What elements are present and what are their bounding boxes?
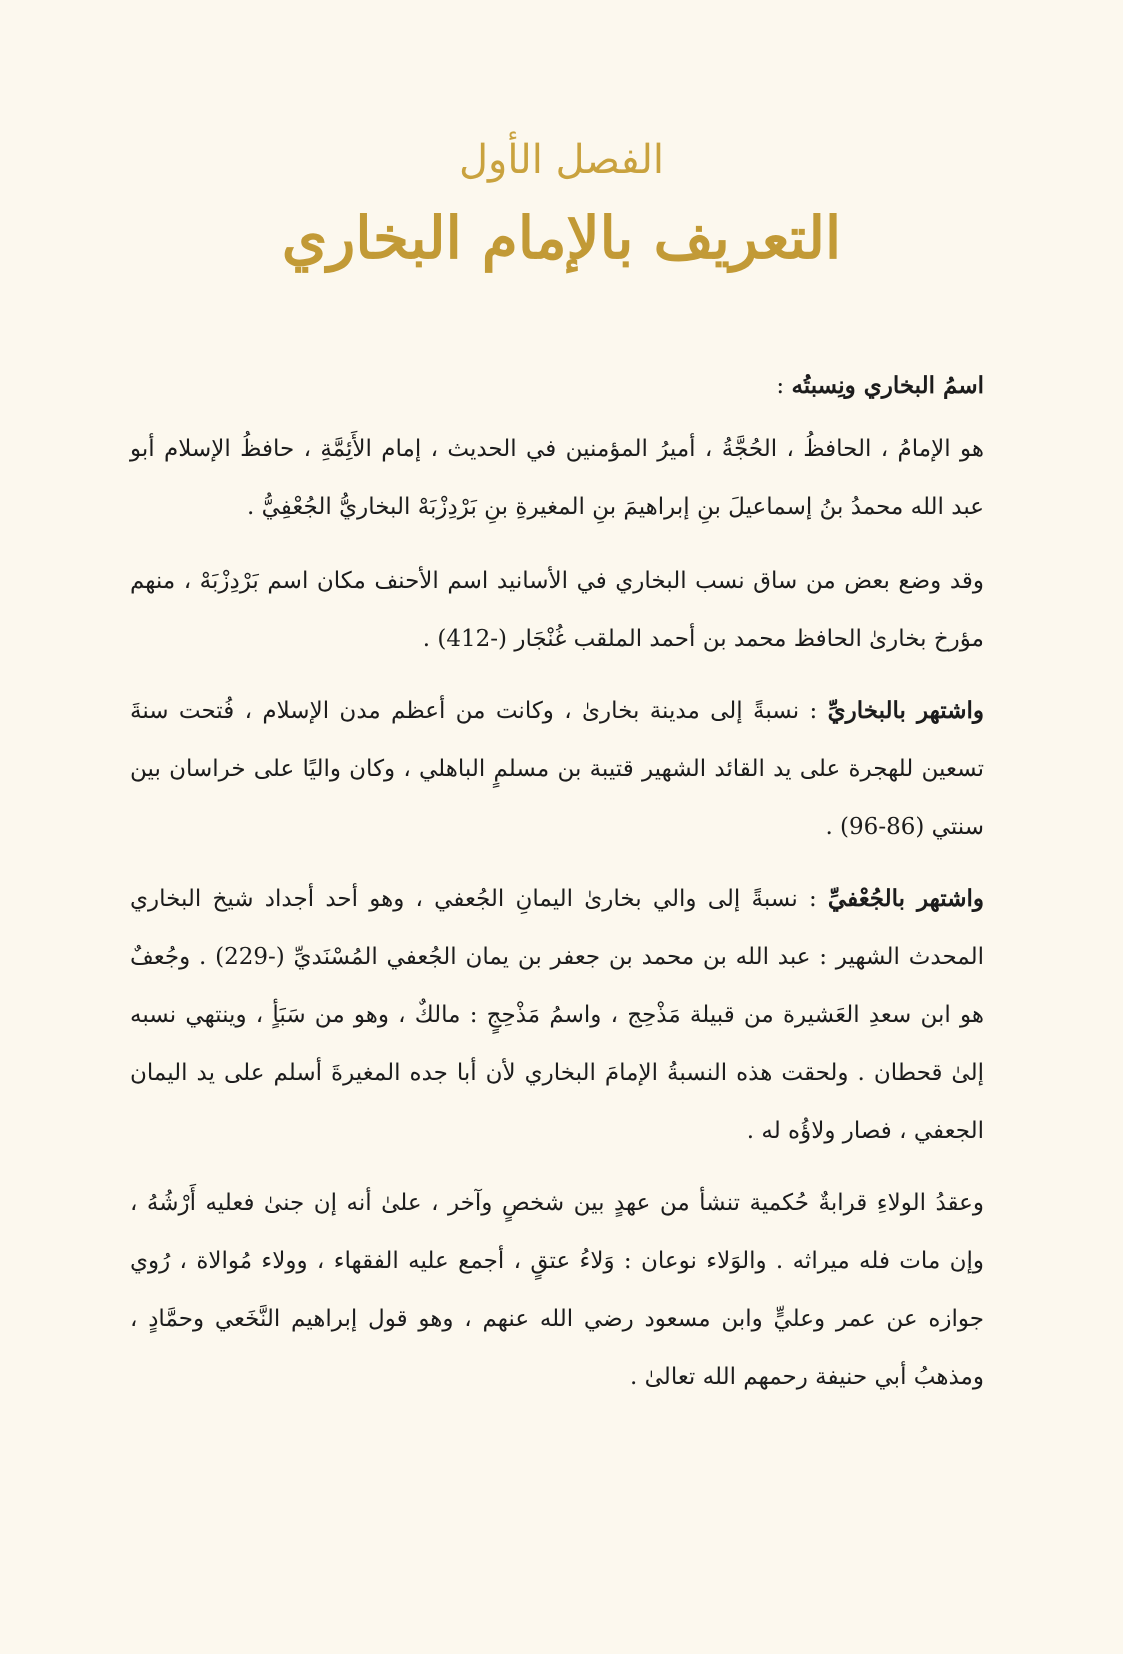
section-heading-colon: : bbox=[776, 373, 792, 399]
section-heading bbox=[130, 360, 984, 412]
chapter-header bbox=[0, 130, 1123, 288]
paragraph-lineage-note: وقد وضع بعض من ساق نسب البخاري في الأسانيد اسم الأحنف مكان اسم بَرْدِزْبَهْ ، منهم مؤرخ بخارىٰ الحافظ محمد بن أحمد الملقب غُنْجَار (-412) . bbox=[130, 568, 984, 652]
chapter-body bbox=[130, 360, 984, 1420]
paragraph-jufi-text: : نسبةً إلى والي بخارىٰ اليمانِ الجُعفي ، وهو أحد أجداد شيخ البخاري المحدث الشهير : عبد الله بن محمد بن جعفر بن يمان الجُعفي المُسْنَديِّ (-229) . وجُعفٌ هو ابن سعدِ العَشيرة من قبيلة مَذْحِج ، واسمُ مَذْحِجٍ : مالكٌ ، وهو من سَبَأٍ ، وينتهي نسبه إلىٰ قحطان . ولحقت هذه النسبةُ الإمامَ البخاري لأن أبا جده المغيرةَ أسلم على يد اليمان الجعفي ، فصار ولاؤُه له . bbox=[130, 886, 984, 1144]
paragraph-jufi-nisba bbox=[130, 870, 984, 1160]
paragraph-bukhari-text: : نسبةً إلى مدينة بخارىٰ ، وكانت من أعظم مدن الإسلام ، فُتحت سنةَ تسعين للهجرة على يد القائد الشهير قتيبة بن مسلمٍ الباهلي ، وكان واليًا على خراسان بين سنتي (86-96) . bbox=[130, 698, 984, 840]
term-bukhari: واشتهر بالبخاريِّ bbox=[827, 697, 984, 724]
paragraph-wala: وعقدُ الولاءِ قرابةٌ حُكمية تنشأ من عهدٍ بين شخصٍ وآخر ، علىٰ أنه إن جنىٰ فعليه أَرْشُهُ ، وإن مات فله ميراثه . والوَلاء نوعان : وَلاءُ عتقٍ ، أجمع عليه الفقهاء ، وولاء مُوالاة ، رُوي جوازه عن عمر وعليٍّ وابن مسعود رضي الله عنهم ، وهو قول إبراهيم النَّخَعي وحمَّادٍ ، ومذهبُ أبي حنيفة رحمهم الله تعالىٰ . bbox=[130, 1190, 984, 1390]
term-jufi: واشتهر بالجُعْفيِّ bbox=[827, 885, 984, 912]
section-heading-title: اسمُ البخاري ونِسبتُه bbox=[791, 372, 984, 399]
chapter-title: التعريف بالإمام البخاري bbox=[281, 204, 842, 272]
chapter-label: الفصل الأول bbox=[458, 137, 665, 183]
paragraph-name: هو الإمامُ ، الحافظُ ، الحُجَّةُ ، أميرُ المؤمنين في الحديث ، إمام الأَئِمَّةِ ، حافظُ الإسلام أبو عبد الله محمدُ بنُ إسماعيلَ بنِ إبراهيمَ بنِ المغيرةِ بنِ بَرْدِزْبَهْ البخاريُّ الجُعْفِيُّ . bbox=[130, 436, 984, 520]
paragraph-bukhari-nisba bbox=[130, 682, 984, 856]
